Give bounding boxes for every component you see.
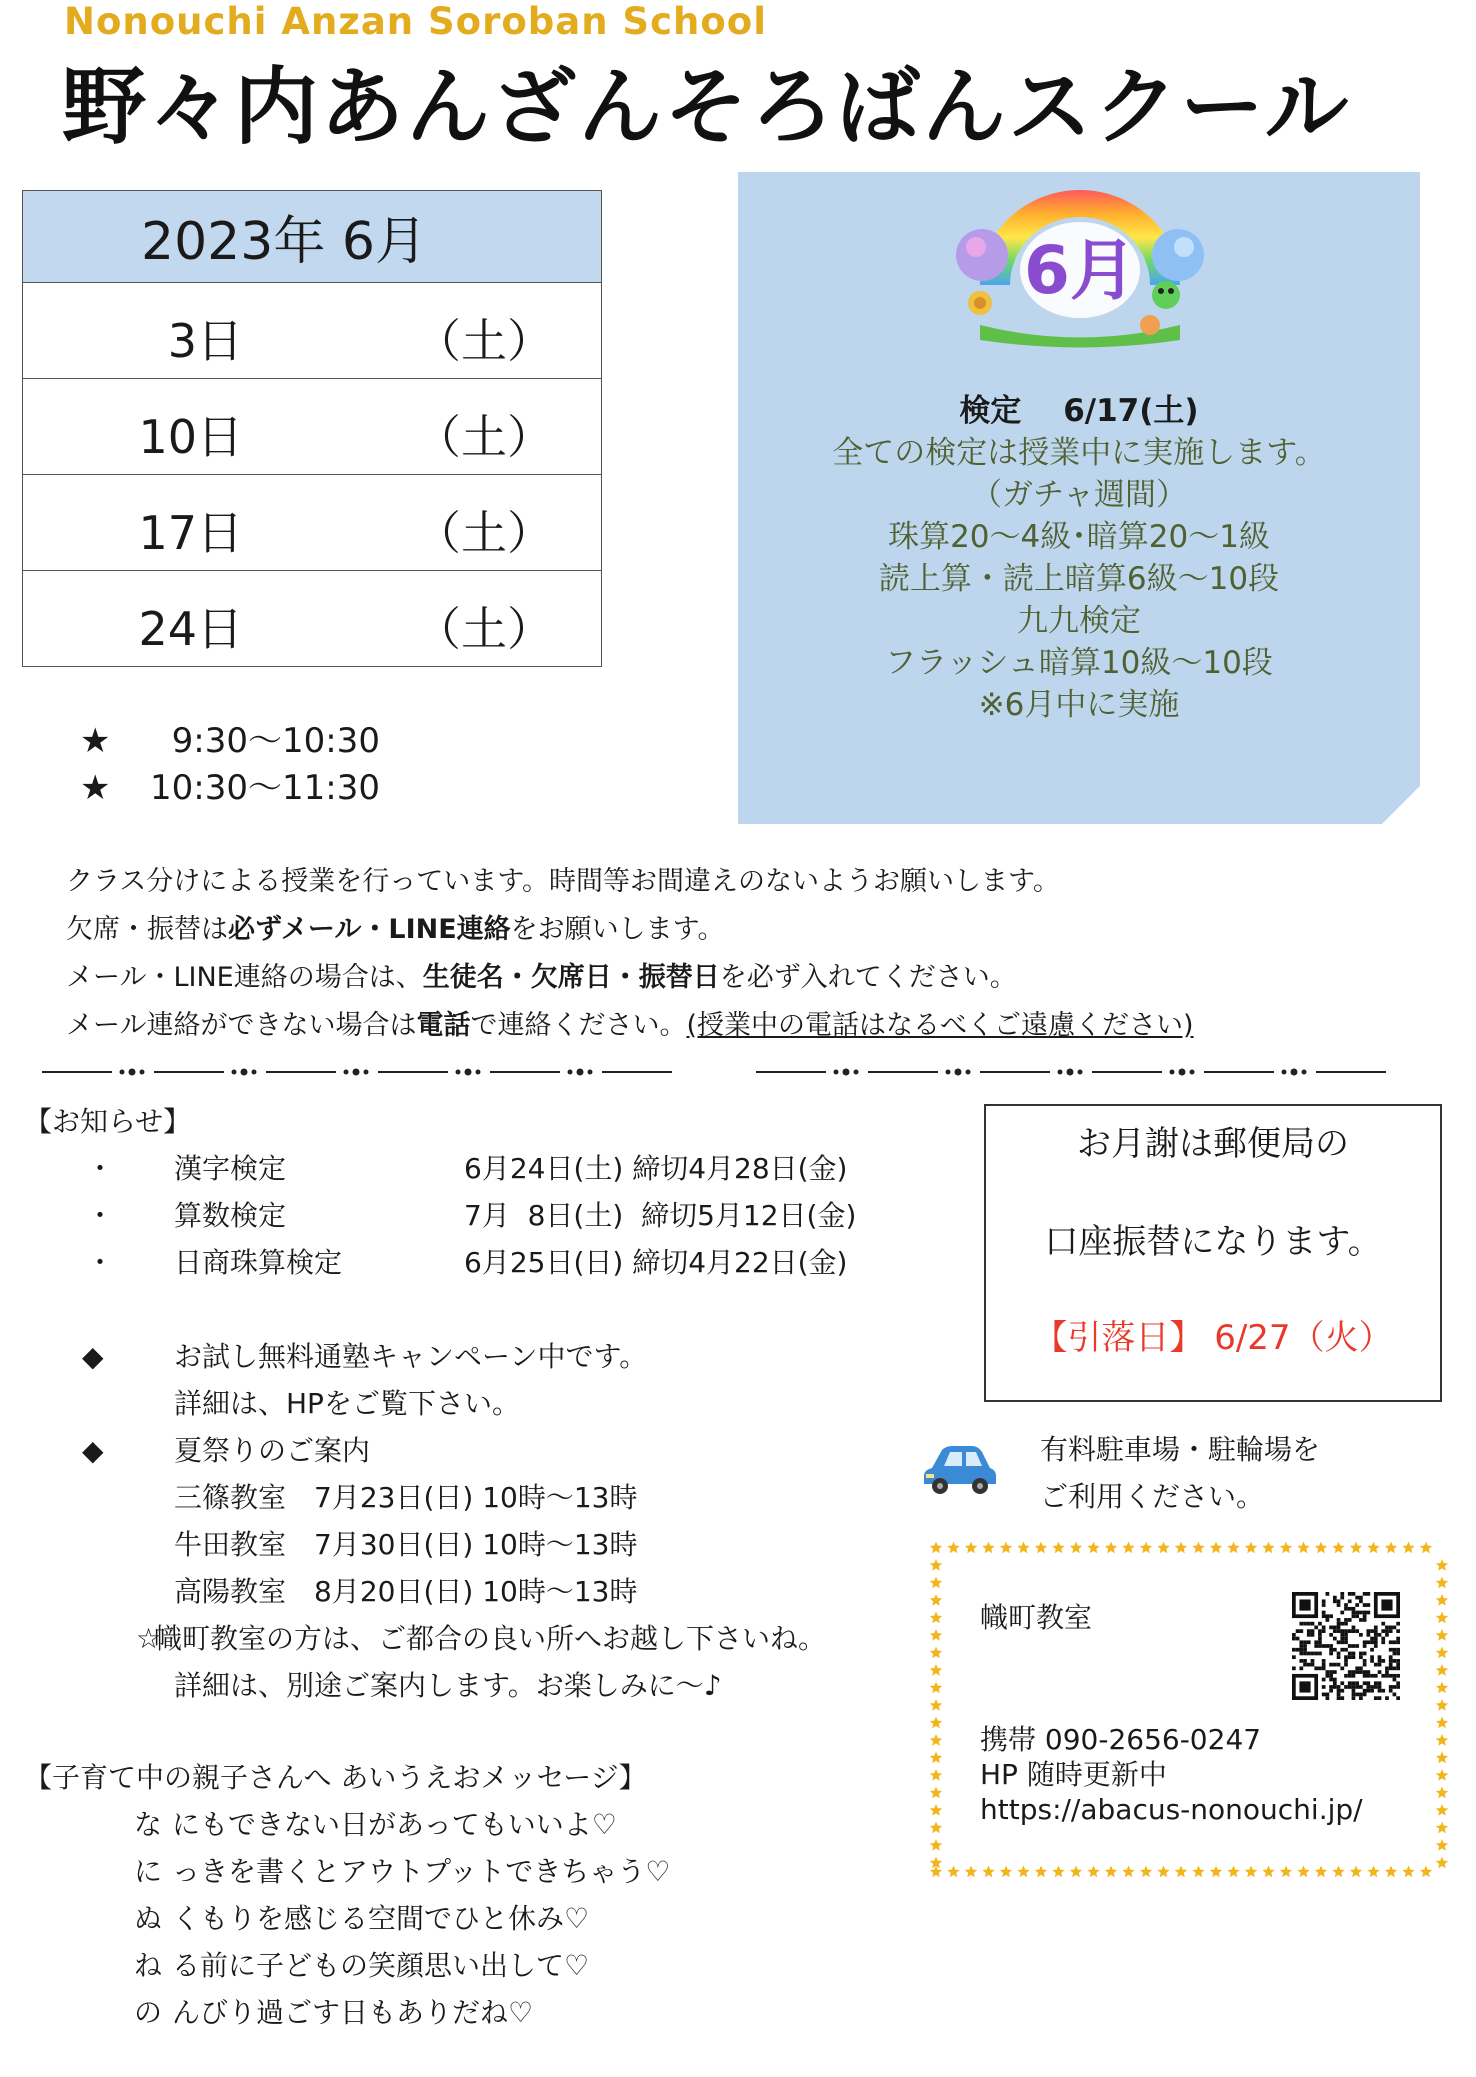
frame-star [1420,1542,1432,1554]
acrostic-kana: に [134,1855,163,1888]
underlined-note: (授業中の電話はなるべくご遠慮ください) [686,1010,1194,1041]
frame-star [930,1612,942,1624]
frame-star [1436,1647,1448,1659]
frame-star [930,1594,942,1606]
frame-star [930,1577,942,1589]
exam-item [24,1192,856,1239]
frame-star [1140,1542,1152,1554]
exam-dates: 6月24日(土) 締切4月28日(金) [464,1152,848,1185]
frame-star [930,1647,942,1659]
frame-star [930,1664,942,1676]
frame-star [1402,1542,1414,1554]
exam-info-line: 全ての検定は授業中に実施します。 [832,435,1326,471]
frame-star [1436,1822,1448,1834]
frame-star [1436,1717,1448,1729]
text: で連絡ください。 [470,1010,687,1041]
time-range: 10:30～11:30 [150,768,380,808]
frame-star [930,1822,942,1834]
message-heading: 【子育て中の親子さんへ あいうえおメッセージ】 [24,1761,647,1794]
frame-star [1436,1734,1448,1746]
frame-star [1140,1866,1152,1878]
emphasis: 必ずメール・LINE連絡 [228,914,511,945]
message-text: る前に子どもの笑顔思い出して♡ [172,1949,590,1982]
frame-star [1436,1857,1448,1869]
frame-star [1087,1866,1099,1878]
frame-star [1245,1542,1257,1554]
bullet: ・ [86,1246,115,1279]
message-section [24,1754,670,2036]
frame-star [930,1804,942,1816]
frame-star [1385,1542,1397,1554]
message-line [24,1989,670,2036]
frame-star [1262,1866,1274,1878]
frame-star [930,1542,942,1554]
exam-item [24,1239,856,1286]
festival-note-text: 幟町教室の方は、ご都合の良い所へお越し下さいね。 [154,1622,827,1655]
campaign-detail-text: 詳細は、HPをご覧下さい。 [174,1387,520,1420]
frame-star [930,1769,942,1781]
emphasis: 生徒名・欠席日・振替日 [422,962,720,993]
frame-star [1436,1577,1448,1589]
exam-dates: 6月25日(日) 締切4月22日(金) [464,1246,848,1279]
frame-star [1157,1866,1169,1878]
frame-star [1436,1664,1448,1676]
campaign-item [24,1333,826,1380]
frame-star [1105,1542,1117,1554]
frame-star [1245,1866,1257,1878]
frame-star [1280,1866,1292,1878]
decorative-divider [756,1066,1436,1078]
acrostic-kana: ね [134,1949,163,1982]
frame-star [1227,1542,1239,1554]
schedule-row [23,283,601,379]
frame-star [1227,1866,1239,1878]
frame-star [1105,1866,1117,1878]
withdrawal-date: 【引落日】 6/27（火） [1033,1318,1393,1358]
frame-star [1436,1787,1448,1799]
frame-star [965,1542,977,1554]
frame-star [930,1839,942,1851]
exam-info-line: 読上算・読上暗算6級～10段 [878,561,1280,597]
exam-info-line: 珠算20～4級･暗算20～1級 [888,519,1270,555]
festival-row [24,1568,826,1615]
payment-line: お月謝は郵便局の [1077,1124,1349,1164]
exam-name: 漢字検定 [174,1152,287,1185]
notices-section [24,1098,856,1286]
festival-note-text: 詳細は、別途ご案内します。お楽しみに～♪ [174,1669,722,1702]
instruction-line [66,906,1194,954]
festival-title: 夏祭りのご案内 [174,1434,371,1467]
frame-star [965,1866,977,1878]
instruction-line [66,954,1194,1002]
message-text: っきを書くとアウトプットできちゃう♡ [172,1855,671,1888]
car-icon [920,1438,998,1498]
frame-star [1262,1542,1274,1554]
frame-star [1175,1542,1187,1554]
text: を必ず入れてください。 [719,962,1017,993]
frame-star [1367,1866,1379,1878]
text: 欠席・振替は [66,914,228,945]
frame-star [1350,1866,1362,1878]
frame-star [1332,1542,1344,1554]
star-outline-icon: ☆ [136,1622,162,1655]
frame-star [930,1734,942,1746]
festival-schedule: 三篠教室 7月23日(日) 10時～13時 [174,1481,638,1514]
frame-star [1350,1542,1362,1554]
frame-star [1436,1559,1448,1571]
june-badge: 6月 [1024,232,1136,309]
frame-star [1210,1866,1222,1878]
parking-info [1040,1426,1320,1520]
schedule-row [23,571,601,666]
time-slot [80,718,380,765]
frame-star [1436,1804,1448,1816]
phone-number: 携帯 090-2656-0247 [980,1723,1262,1756]
frame-star [1436,1594,1448,1606]
exam-name: 日商珠算検定 [174,1246,343,1279]
schedule-day: 10日 [138,410,243,464]
acrostic-kana: の [134,1996,163,2029]
time-slot [80,765,380,812]
frame-star [930,1717,942,1729]
frame-star [1087,1542,1099,1554]
frame-star [1332,1866,1344,1878]
schedule-row [23,475,601,571]
emphasis: 電話 [416,1010,471,1041]
schedule-day: 17日 [138,506,243,560]
exam-info-line: ※6月中に実施 [978,687,1180,723]
frame-star [1420,1866,1432,1878]
frame-star [1000,1866,1012,1878]
time-range: 9:30～10:30 [150,721,380,761]
frame-star [1315,1542,1327,1554]
frame-star [982,1542,994,1554]
frame-star [930,1752,942,1764]
notices-heading: 【お知らせ】 [24,1105,192,1138]
festival-schedule: 牛田教室 7月30日(日) 10時～13時 [174,1528,638,1561]
exam-dates: 7月 8日(土) 締切5月12日(金) [464,1199,857,1232]
frame-star [1052,1866,1064,1878]
instruction-line: クラス分けによる授業を行っています。時間等お間違えのないようお願いします。 [66,866,1060,897]
exam-info-line: （ガチャ週間） [970,477,1188,513]
frame-star [930,1559,942,1571]
school-name-english: Nonouchi Anzan Soroban School [64,0,767,43]
text: メール連絡ができない場合は [66,1010,417,1041]
frame-star [930,1866,942,1878]
homepage-url[interactable]: https://abacus-nonouchi.jp/ [980,1793,1363,1826]
parking-line: ご利用ください。 [1040,1480,1265,1513]
message-line [24,1895,670,1942]
frame-star [1017,1866,1029,1878]
frame-star [1210,1542,1222,1554]
festival-schedule: 高陽教室 8月20日(日) 10時～13時 [174,1575,638,1608]
frame-star [1122,1866,1134,1878]
frame-star [1436,1629,1448,1641]
qr-code[interactable] [1292,1592,1400,1700]
exam-info-line: 九九検定 [1017,603,1141,639]
exam-date: 検定 6/17(土) [959,393,1199,429]
schedule-row [23,379,601,475]
frame-star [1436,1752,1448,1764]
payment-line: 口座振替になります。 [1044,1222,1382,1262]
schedule-weekday: （土） [415,602,553,656]
festival-item [24,1427,826,1474]
festival-note [24,1615,826,1662]
frame-star [1175,1866,1187,1878]
frame-star [1436,1612,1448,1624]
contact-info [980,1722,1363,1827]
frame-star [1367,1542,1379,1554]
bullet: ・ [86,1199,115,1232]
frame-star [1070,1866,1082,1878]
frame-star [1436,1682,1448,1694]
exam-info-line: フラッシュ暗算10級～10段 [885,645,1273,681]
message-text: んびり過ごす日もありだね♡ [172,1996,534,2029]
star-border-frame [928,1540,1450,1880]
frame-star [1157,1542,1169,1554]
schedule-day: 3日 [167,314,243,368]
parking-line: 有料駐車場・駐輪場を [1040,1433,1321,1466]
frame-star [1052,1542,1064,1554]
frame-star [1017,1542,1029,1554]
campaign-festival-section [24,1333,826,1709]
tuition-payment-box [984,1104,1442,1402]
school-name-japanese: 野々内あんざんそろばんスクール [62,58,1351,156]
frame-star [1280,1542,1292,1554]
campaign-detail [24,1380,826,1427]
frame-star [1385,1866,1397,1878]
frame-star [1122,1542,1134,1554]
schedule-month-header: 2023年 6月 [23,191,601,283]
page-curl [1382,786,1420,824]
frame-star [1070,1542,1082,1554]
star-icon: ★ [80,721,111,761]
bullet: ・ [86,1152,115,1185]
acrostic-kana: な [134,1808,163,1841]
acrostic-kana: ぬ [134,1902,163,1935]
frame-star [947,1866,959,1878]
frame-star [1436,1769,1448,1781]
message-line [24,1801,670,1848]
frame-star [930,1629,942,1641]
frame-star [1402,1866,1414,1878]
schedule-weekday: （土） [415,506,553,560]
classroom-name: 幟町教室 [980,1601,1093,1634]
frame-star [1035,1542,1047,1554]
schedule-table [22,190,602,667]
frame-star [930,1787,942,1799]
frame-star [982,1866,994,1878]
exam-name: 算数検定 [174,1199,287,1232]
campaign-text: お試し無料通塾キャンペーン中です。 [174,1340,648,1373]
frame-star [1297,1866,1309,1878]
homepage-note: HP 随時更新中 [980,1758,1167,1791]
schedule-day: 24日 [138,602,243,656]
text: メール・LINE連絡の場合は、 [66,962,423,993]
star-icon: ★ [80,768,111,808]
june-rainbow-illustration [940,175,1220,355]
exam-item [24,1145,856,1192]
decorative-divider [42,1066,722,1078]
schedule-weekday: （土） [415,314,553,368]
frame-star [1436,1699,1448,1711]
frame-star [947,1542,959,1554]
festival-row [24,1521,826,1568]
message-line [24,1848,670,1895]
frame-star [1192,1866,1204,1878]
frame-star [930,1682,942,1694]
frame-star [1436,1839,1448,1851]
instruction-line [66,1002,1194,1050]
frame-star [930,1699,942,1711]
message-line [24,1942,670,1989]
frame-star [1000,1542,1012,1554]
frame-star [1192,1542,1204,1554]
schedule-weekday: （土） [415,410,553,464]
festival-note [24,1662,826,1709]
instructions [66,858,1194,1050]
frame-star [1315,1866,1327,1878]
festival-row [24,1474,826,1521]
diamond-icon: ◆ [82,1434,104,1467]
diamond-icon: ◆ [82,1340,104,1373]
frame-star [1035,1866,1047,1878]
class-times [80,718,380,812]
message-text: にもできない日があってもいいよ♡ [172,1808,617,1841]
frame-star [1297,1542,1309,1554]
text: をお願いします。 [510,914,725,945]
exam-info [738,390,1420,726]
message-text: くもりを感じる空間でひと休み♡ [172,1902,590,1935]
